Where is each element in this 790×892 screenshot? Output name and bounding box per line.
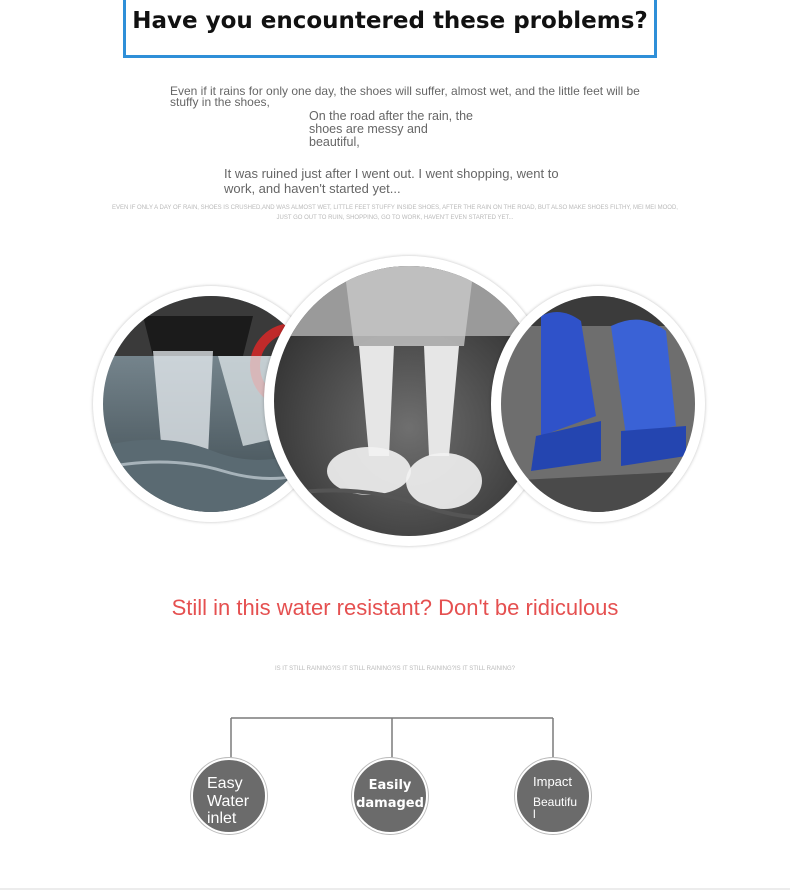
problem-line: Water bbox=[207, 793, 250, 810]
problem-bubble-damaged bbox=[352, 758, 428, 834]
problem-line: Impact bbox=[533, 774, 573, 789]
problem-line: Easy bbox=[207, 775, 243, 792]
intro-text-2: On the road after the rain, the shoes are messy and beautiful, bbox=[309, 109, 473, 149]
tagline: Still in this water resistant? Don't be ridiculous bbox=[171, 595, 619, 620]
problem-line: damaged bbox=[356, 796, 424, 811]
problem-line: Beautifu bbox=[533, 795, 578, 809]
small-caps-question: IS IT STILL RAINING?IS IT STILL RAINING?IS IT STILL RAINING?IS IT STILL RAINING? bbox=[274, 666, 516, 672]
problem-line: l bbox=[533, 807, 536, 821]
divider bbox=[0, 888, 790, 890]
problem-line: Easily bbox=[368, 778, 412, 793]
problem-line: inlet bbox=[207, 810, 237, 827]
intro-text-1: Even if it rains for only one day, the shoes will suffer, almost wet, and the little feet will be stuffy in the shoes, bbox=[170, 84, 640, 109]
intro-text-3: It was ruined just after I went out. I went shopping, went to work, and haven't started yet... bbox=[224, 166, 559, 196]
problem-bubble-water-inlet bbox=[191, 758, 267, 834]
page-title: Have you encountered these problems? bbox=[132, 8, 648, 34]
small-caps-caption: EVEN IF ONLY A DAY OF RAIN, SHOES IS CRUSHED,AND WAS ALMOST WET, LITTLE FEET STUFFY INSIDE SHOES, AFTER THE RAIN ON THE ROAD, BUT ALSO MAKE SHOES FILTHY, MEI MEI MOOD, JUST GO OUT TO RUIN, SHOPPING, GO TO WORK, HAVEN'T EVEN STARTED YET... bbox=[112, 205, 678, 221]
problem-bubble-impact-beautiful bbox=[515, 758, 591, 834]
